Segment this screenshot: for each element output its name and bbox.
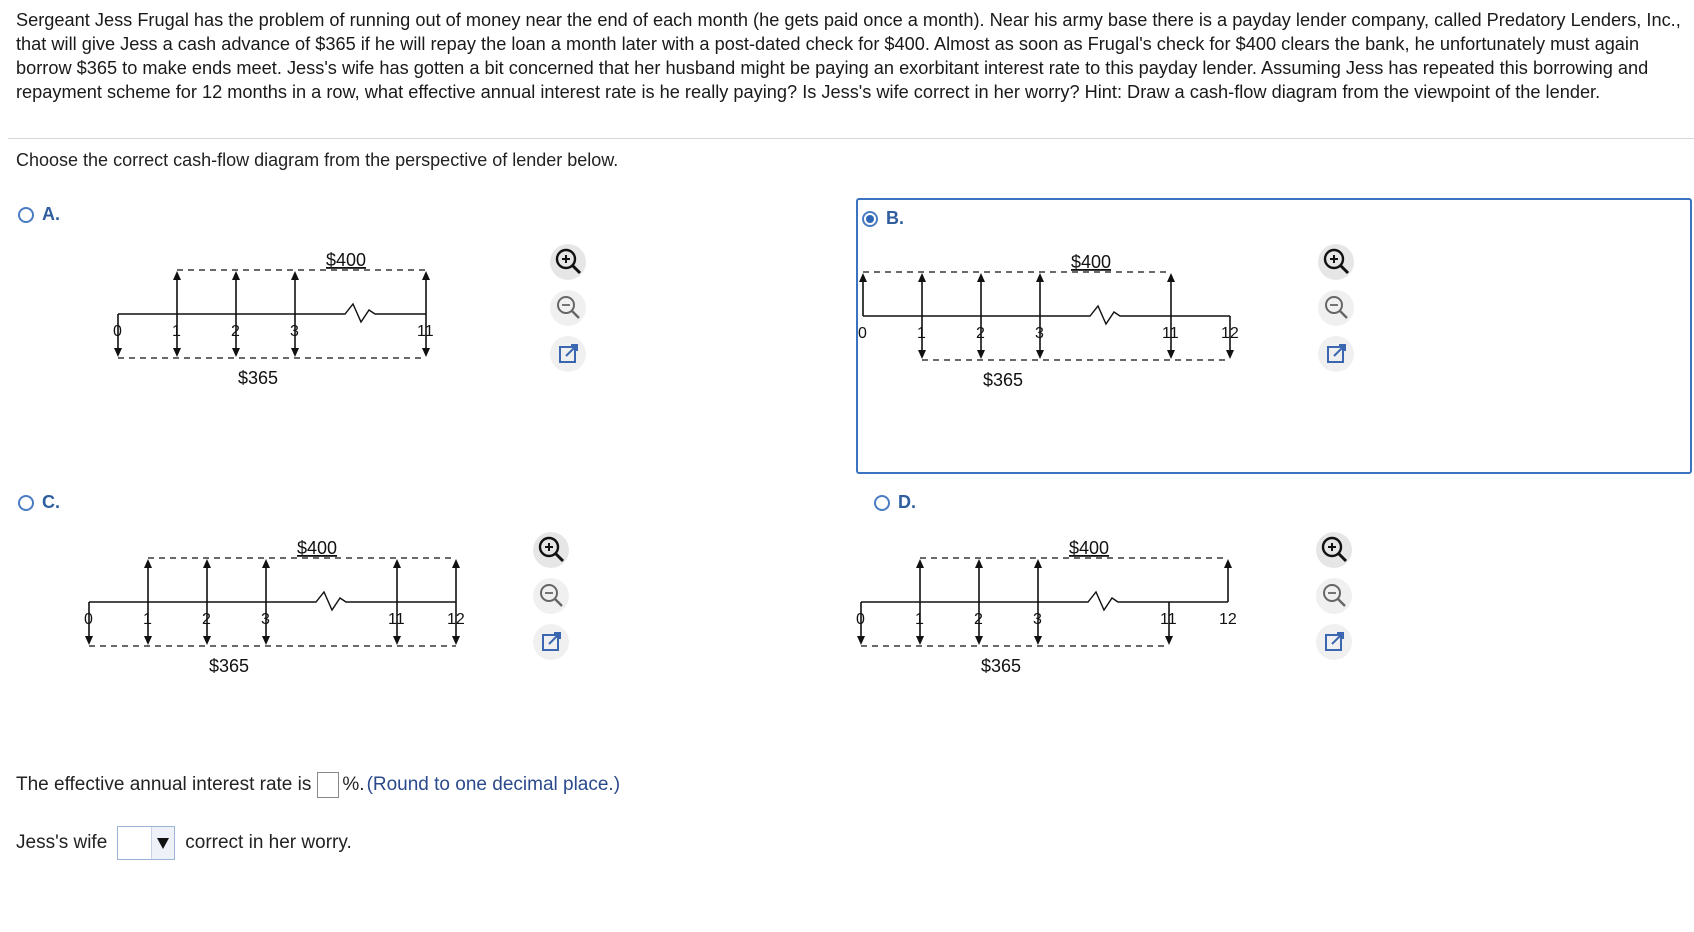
down-arrow-head: [1167, 350, 1175, 359]
period-label: 3: [261, 611, 270, 628]
zoom-out-icon[interactable]: [533, 578, 569, 614]
time-axis: [861, 592, 1228, 610]
wife-prefix: Jess's wife: [16, 832, 108, 853]
up-arrow-head: [422, 271, 430, 280]
period-label: 2: [202, 611, 211, 628]
question-prompt: Choose the correct cash-flow diagram from the perspective of lender below.: [16, 150, 619, 170]
up-arrow-head: [291, 271, 299, 280]
down-arrow-head: [232, 348, 240, 357]
period-label: 0: [84, 611, 93, 628]
up-arrow-head: [977, 273, 985, 282]
up-arrow-head: [452, 559, 460, 568]
down-arrow-head: [85, 636, 93, 645]
down-arrow-head: [393, 636, 401, 645]
option-letter: C.: [42, 492, 60, 512]
interest-rate-input[interactable]: [317, 772, 339, 798]
round-hint: (Round to one decimal place.): [366, 774, 621, 795]
period-label: 12: [1219, 611, 1237, 628]
up-arrow-head: [1224, 559, 1232, 568]
time-axis: [863, 306, 1230, 324]
cash-flow-diagram: [0, 186, 520, 462]
up-arrow-head: [232, 271, 240, 280]
down-arrow-head: [291, 348, 299, 357]
down-arrow-head: [1034, 636, 1042, 645]
period-label: 12: [447, 611, 465, 628]
down-arrow-head: [1036, 350, 1044, 359]
period-label: 0: [856, 611, 865, 628]
period-label: 11: [417, 323, 434, 340]
period-label: 2: [976, 325, 985, 342]
percent-suffix: %.: [342, 774, 365, 795]
payment-amount-label: $365: [238, 368, 279, 388]
up-arrow-head: [203, 559, 211, 568]
problem-statement: Sergeant Jess Frugal has the problem of running out of money near the end of each month (he gets paid once a month). Near his army base there is a payday lender company, called Predatory Lenders, Inc., that will give Jess a cash advance of $365 if he will repay the loan a month later with a post-dated check for $400. Almost as soon as Frugal's check for $400 clears the bank, he unfortunately must again borrow $365 to make ends meet. Jess's wife has gotten a bit concerned that her husband might be paying an exorbitant interest rate to this payday lender. Assuming Jess has repeated this borrowing and repayment scheme for 12 months in a row, what effective annual interest rate is he really paying? Is Jess's wife correct in her worry? Hint: Draw a cash-flow diagram from the viewpoint of the lender.: [16, 10, 1681, 102]
down-arrow-head: [1226, 350, 1234, 359]
popout-icon[interactable]: [1318, 336, 1354, 372]
period-label: 1: [915, 611, 924, 628]
receipt-amount-label: $400: [1069, 538, 1110, 558]
cash-flow-diagram: [858, 200, 1378, 476]
period-label: 1: [172, 323, 181, 340]
period-label: 1: [143, 611, 152, 628]
down-arrow-head: [203, 636, 211, 645]
up-arrow-head: [859, 273, 867, 282]
popout-icon[interactable]: [550, 336, 586, 372]
period-label: 12: [1221, 325, 1239, 342]
popout-icon[interactable]: [1316, 624, 1352, 660]
zoom-in-icon[interactable]: [1318, 244, 1354, 280]
option-b[interactable]: [856, 198, 1692, 474]
period-label: 3: [290, 323, 299, 340]
wife-row: [16, 826, 352, 860]
option-c[interactable]: [0, 474, 836, 750]
down-arrow-head: [144, 636, 152, 645]
period-label: 0: [858, 325, 867, 342]
zoom-in-icon[interactable]: [550, 244, 586, 280]
receipt-amount-label: $400: [326, 250, 367, 270]
option-letter: A.: [42, 204, 60, 224]
answer-label: The effective annual interest rate is: [16, 774, 312, 795]
period-label: 2: [974, 611, 983, 628]
up-arrow-head: [262, 559, 270, 568]
up-arrow-head: [918, 273, 926, 282]
up-arrow-head: [1034, 559, 1042, 568]
period-label: 2: [231, 323, 240, 340]
option-a[interactable]: [0, 186, 836, 462]
period-label: 11: [1160, 611, 1177, 628]
zoom-in-icon[interactable]: [533, 532, 569, 568]
up-arrow-head: [393, 559, 401, 568]
down-arrow-head: [422, 348, 430, 357]
payment-amount-label: $365: [981, 656, 1022, 676]
answer-row: [16, 772, 620, 798]
receipt-amount-label: $400: [1071, 252, 1112, 272]
up-arrow-head: [1167, 273, 1175, 282]
option-d[interactable]: [856, 474, 1692, 750]
up-arrow-head: [1036, 273, 1044, 282]
cash-flow-diagram: [0, 474, 520, 750]
zoom-in-icon[interactable]: [1316, 532, 1352, 568]
wife-suffix: correct in her worry.: [185, 832, 352, 853]
down-arrow-head: [975, 636, 983, 645]
payment-amount-label: $365: [983, 370, 1024, 390]
time-axis: [89, 592, 456, 610]
period-label: 0: [113, 323, 122, 340]
period-label: 11: [1162, 325, 1179, 342]
down-arrow-head: [916, 636, 924, 645]
down-arrow-head: [977, 350, 985, 359]
zoom-out-icon[interactable]: [1318, 290, 1354, 326]
up-arrow-head: [173, 271, 181, 280]
period-label: 11: [388, 611, 405, 628]
chevron-down-icon: [151, 827, 174, 859]
zoom-out-icon[interactable]: [1316, 578, 1352, 614]
period-label: 1: [917, 325, 926, 342]
option-letter: B.: [886, 208, 904, 228]
down-arrow-head: [262, 636, 270, 645]
wife-dropdown[interactable]: [117, 826, 175, 860]
popout-icon[interactable]: [533, 624, 569, 660]
down-arrow-head: [114, 348, 122, 357]
up-arrow-head: [144, 559, 152, 568]
time-axis: [118, 304, 426, 322]
payment-amount-label: $365: [209, 656, 250, 676]
down-arrow-head: [857, 636, 865, 645]
up-arrow-head: [975, 559, 983, 568]
up-arrow-head: [916, 559, 924, 568]
period-label: 3: [1035, 325, 1044, 342]
option-letter: D.: [898, 492, 916, 512]
receipt-amount-label: $400: [297, 538, 338, 558]
divider: [8, 138, 1694, 139]
period-label: 3: [1033, 611, 1042, 628]
zoom-out-icon[interactable]: [550, 290, 586, 326]
down-arrow-head: [173, 348, 181, 357]
cash-flow-diagram: [856, 474, 1376, 750]
down-arrow-head: [918, 350, 926, 359]
down-arrow-head: [452, 636, 460, 645]
down-arrow-head: [1165, 636, 1173, 645]
